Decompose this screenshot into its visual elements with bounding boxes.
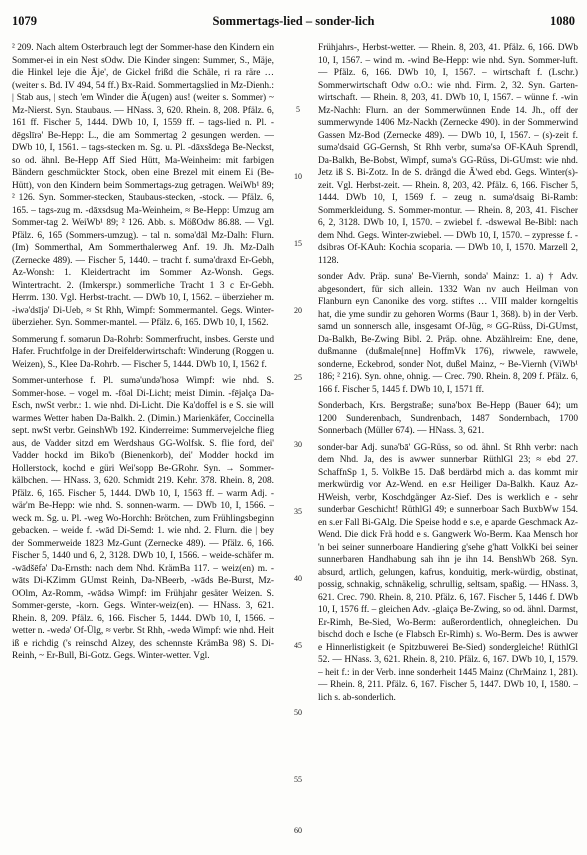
line-number: 15: [294, 239, 302, 248]
line-number-gutter: [286, 42, 310, 842]
line-number: 45: [294, 641, 302, 650]
line-number: 10: [294, 172, 302, 181]
page-header: [12, 14, 575, 30]
line-number: 35: [294, 507, 302, 516]
line-number: 40: [294, 574, 302, 583]
entry-sommer-unterhose: Sommer-unterhose f. Pl. sumə'undə'hosə Wimpf: wie nhd. S. Sommer-hose. – vogel m. -fōəl Di-Licht; meist Dimin. -fējəlçə Da-Esch, nwSt verbr.: 1. wie nhd. Di-Licht. Die Ka'doffel is e S. sie will warmes Wetter haben Da-Balkh. 2. (Dimin.) Marienkäfer, Coccinella sept. nwSt verbr. GeinshWb 192. Kinderreime: Summervejelche flieg aus, de Vadder sitzd em Werdshaus GG-Wolfsk. S. flie ford, dei' Vadder hockd im Biko'b (Bienenkorb), dei' Modder hockd im Hollerstock, kochd e güri Wei'sopp Be-GRohr. Syn. → Sommer-kälbchen. — HNass. 3, 620. Schmidt 219. Kehr. 378. Rhein. 8, 208. Pfälz. 6, 165. Fischer 5, 1444. DWb 10, I, 1563 ff. – warm Adj. -wär'm Be-Hepp: wie nhd. S. sonnen-warm. — DWb 10, I, 1566. – weck m. Sg. u. Pl. -weg Wo-Horchh: Brötchen, zum Frühlingsbeginn gebacken. – weide f. -wād Di-Semd: 1. wie nhd. 2. Flurn. die | bey der Sommerweide 1823 Mz-Gunt (Zernecke 489). — Pfälz. 6, 166. Fischer 5, 1440 und 6, 2, 3128. DWb 10, I, 1566. – weide-schäfer m. -wādšēfə' Da-Ernsth: nach dem Nhd. KrämBa 117. – weiz(en) m. -wāts Di-KZimm GUmst Reinh, Da-NBeerb, -wāds Be-Burst, Mz-OOlm, Az-Romm, -wādsə Wimpf: im Frühjahr gesäter Weizen. S. Sommer-gerste, -korn. Gegs. Winter-weiz(en). — HNass. 3, 621. Rhein. 8, 209. Pfälz. 6, 166. Fischer 5, 1444. DWb 10, I, 1566. – wetter n. -wedə' Of-Ülg, ≈ verbr. St Rhh, -wedə Wimpf: wie nhd. Heit iß e richdig ('s reinschd Alzey, des schennste KrämBa 98) S. Di-Reinh, ~ Er-Bull, Bi-Gotz. Gegs. Winter-wetter. Vgl.: [12, 376, 274, 661]
entry-sommerung: Sommerung f. somərun Da-Rohrb: Sommerfrucht, insbes. Gerste und Hafer. Fruchtfolge in der Dreifelderwirtschaft: Winderung (Roggen u. Weizen), S., Klee Da-Rohrb. — Fischer 5, 1444. DWb 10, I, 1562 f.: [12, 334, 274, 370]
line-number: 50: [294, 708, 302, 717]
line-number: 55: [294, 775, 302, 784]
line-number: 30: [294, 440, 302, 449]
page-number-right: 1080: [550, 14, 575, 28]
entry-sommerwetter-continuation: Frühjahrs-, Herbst-wetter. — Rhein. 8, 203, 41. Pfälz. 6, 166. DWb 10, I, 1567. – wind m. -wind Be-Hepp: wie nhd. Syn. Sommer-luft. — Pfälz. 6, 166. DWb 10, I, 1567. – wirtschaft f. (Lschr.) Sommerwirtschaft Odw o.O.: wie nhd. Firm. 2, 32. Syn. Garten-wirtschaft. — Rhein. 8, 203, 41. DWb 10, I, 1567. – wünne f. -win Mz-Nachh: Flurn. an der Sommerwünnen Ende 14. Jh., off der summerwynde 1406 Mz-Nackh (Zernecke 490). in der Sommerwind Gassen Mz-Bod (Zernecke 489). — DWb 10, I, 1567. – (s)-zeit f. sumə'dsaid GG-Gernsh, St Rhh verbr, sumə'sə OF-KAuh Sprendl, Da-Balkh, Be-Bobst, Wimpf, sumə's GG-Rüss, Di-GUmst: wie nhd. Jetz iß S. Bi-Zotz. In de S. drängd die Ä'wed ebd. Gegs. Winter(s)-zeit. Vgl. Herbst-zeit. — Rhein. 8, 203, 42. Pfälz. 6, 166. Fischer 5, 1444. DWb 10, I, 1569 f. – zeug n. sumə'dsaig Bi-Ramb: Sommerkleidung. S. Sommer-montur. — Rhein. 8, 203, 41. Fischer 6, 2, 3128. DWb 10, I, 1570. – zwiebel f. -dswewəl Be-Bibl: nach dem Nhd. Gegs. Winter-zwiebel. — DWb 10, I, 1570. – zypresse f. -dsibrəs Of-KAuh: Kochia scoparia. — DWb 10, I, 1570. Marzell 2, 1128.: [318, 43, 578, 266]
entry-sommertag-continuation: ² 209. Nach altem Osterbrauch legt der Sommer-hase den Kindern ein Sommer-ei in ein Nest sOdw. Die Kinder singen: Summer, S., Mäje, die Hinkel leje die Äje', de Gickel frißd die Schäle, ri ra räre … (weiter s. Bd. IV 494, 54 ff.) Bx-Raid. Sommertagslied in Mz-Dienh.: | Stab aus, | stech 'em Winder die Ä(ugen) aus! (weiter s. Sommer) ~ Mz-Nierst. Syn. Staubaus. — HNass. 3, 620. Rhein. 8, 208. Pfälz. 6, 161 ff. Fischer 5, 1444. DWb 10, I, 1559 ff. – tags-lied n. Pl. -dēgslīrə' Be-Hepp: L., die am Sommertag 2 gesungen werden. — DWb 10, I, 1561. – tags-stecken m. Sg. u. Pl. -dāxsšdegə Be-Neckst, so od. ähnl. Be-Hepp Aff Sied Hütt, Ma-Weinheim: mit farbigen Bändern geschmückter Stock, oben eine Brezel mit einem Ei (Be-Hütt), von den Kindern beim Sommertags-zug getragen. WeiWb¹ 89; ² 126. Syn. Sommer-stecken, Staubaus-stecken, -stock. — Pfälz. 6, 165. – tags-zug m. -dāxsdsug Ma-Weinheim, ≈ Be-Hepp: Umzug am Sommer-tag 2. WeiWb¹ 89; ² 126. Abb. s. MößOdw 86.88. — Vgl. Pfälz. 6, 165 (Sommers-umzug). – tal n. somə'dāl Mz-Dalh: Flurn. (Im) Sommerthal, Am Sommerthalerweg Anf. 19. Jh. Mz-Dalh (Zernecke 489). — Fischer 5, 1440. – tracht f. sumə'draxd Er-Gebh, Az-Wonsh: 1. Kleidertracht im Sommer Az-Wonsh. Gegs. Wintertracht. 2. (Imkerspr.) sommerliche Tracht 1 3 c Er-Gebh. Herrm. 130. Vgl. Herbst-tracht. — DWb 10, I, 1562. – überzieher m. -iwə'dsījə' Di-Ueb, ≈ St Rhh, Wimpf: Sommermantel. Gegs. Winter-überzieher. Syn. Sommer-mantel. — Pfälz. 6, 165. DWb 10, I, 1562.: [12, 43, 274, 328]
line-number: 60: [294, 826, 302, 835]
line-number: 25: [294, 373, 302, 382]
line-number: 5: [296, 105, 300, 114]
entry-sonder-bar: sonder-bar Adj. sunə'bā' GG-Rüss, so od. ähnl. St Rhh verbr: nach dem Nhd. Ja, des is awwer sunnerbar RüthlGl 23; ≈ ebd 27. SchaffnSp 1, 5. VolkBe 15. Daß berdärbd mich a. das kommt mir merkwürdig vor Az-Wend. en e.sr Heiliger Da-Balkh. Kauz Az-HWeish, verbr, Koschdgänger Az-Sief. Des is werklich e - sehr sunderbar Geschicht! RüthlGl 49; e sunnerboar Sach BuxbWw 154. en s.er Fall Bi-GAlg. Die Speise hodd e s.e, e aparde Geschmack Az-Wend. Die dick Frä hodd e s. Gangwerk Wo-Berm. Kaa Mensch hor 'n bei seiner sunnerboare Handiering g'sehe g'hatt VolkKi bei seiner sunnerbaren Handhabung sah ihn je ihn 14. BenshWb 268. Syn. absurd, artlich, gelungen, kafrus, konduitig, merk-würdig, obstinat, possig, schnakig, schnäkelig, schrullig, seltsam, spaßig. — HNass. 3, 621. Crec. 790. Rhein. 8, 210. Pfälz. 6, 167. Fischer 5, 1446 f. DWb 10, I, 1576 ff. – gleichen Adv. -glaiçə Be-Zwing, so od. ähnl. Darmst, Er-Rimh, Be-Sied, Wo-Berm: außerordentlich, ohnegleichen. Du bischd doch e Ische (e Flabsch Er-Rimh) s. Wo-Berm. Des is awwer e Hinnerlistigkeit (e Spitzbuwerei Be-Sied) sondergleiche! RüthlGl 52. — HNass. 3, 621. Rhein. 8, 210. Pfälz. 6, 167. DWb 10, I, 1579. – heit f.: in der Verb. inne sonderheit 1445 Mainz (ChrMainz 1, 281). — Rhein. 8, 211. Pfälz. 6, 167. Fischer 5, 1447. DWb 10, I, 1580. – lich s. ab-sonderlich.: [318, 442, 578, 703]
running-title: Sommertags-lied – sonder-lich: [212, 14, 375, 28]
right-column: [318, 42, 578, 842]
entry-sonder: sonder Adv. Präp. sunə' Be-Viernh, sondə' Mainz: 1. a) † Adv. abgesondert, für sich allein. 1332 Wan nv auch Heilman von Flanburn eyn Canonike des vorg. stiftes … VIII malder korngeltis hat, die yme sundir zu gehoren Worms (Baur 1, 368). b) in der Verb. samd un sonnersch alle, insgesamt Of-Jüg, ≈ GG-Rüss, Di-GUmst, Da-Balkh, Be-Zwing Bibl. 2. Präp. ohne. Abzählreim: Ene, dene, dußmanne (dußmale[nne] HoffmVk 176), riwwele, rawwele, sonderne, Eckebrod, sonder Not, dußel Mainz, ~ Be-Viernh (ViWb¹ 186; ² 216). Syn. ohne, ohnig. — Crec. 790. Rhein. 8, 209 f. Pfälz. 6, 166 f. Fischer 5, 1445 f. DWb 10, I, 1571 ff.: [318, 272, 578, 395]
left-column: [12, 42, 274, 842]
line-number: 20: [294, 306, 302, 315]
page-number-left: 1079: [12, 14, 37, 28]
entry-sonderbach: Sonderbach, Krs. Bergstraße; sunə'box Be-Hepp (Bauer 64); um 1200 Sunderenbach, Sundrenbach, 1487 Sondernbach, 1700 Sonnerbach (Müller 674). — HNass. 3, 621.: [318, 401, 578, 436]
